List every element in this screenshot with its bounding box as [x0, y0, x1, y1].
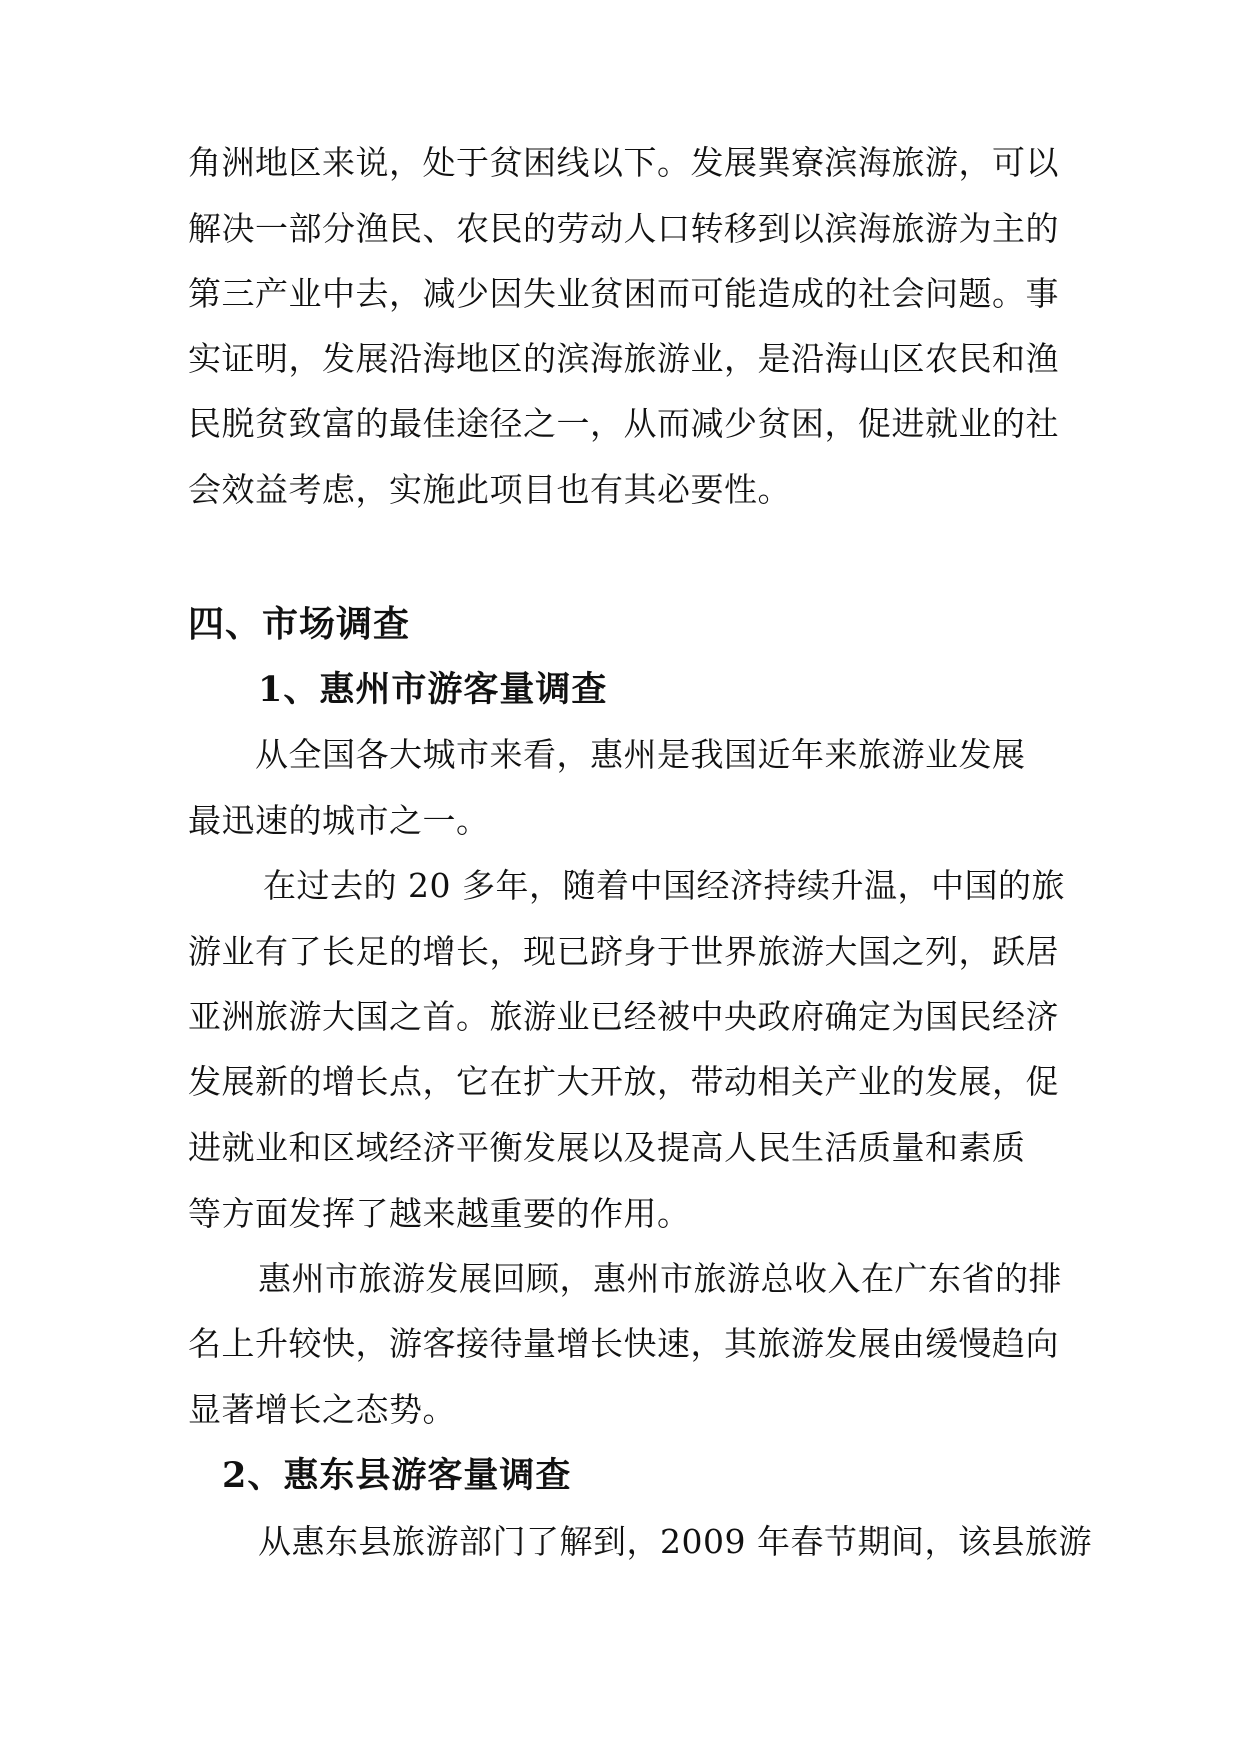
paragraph-line: 解决一部分渔民、农民的劳动人口转移到以滨海旅游为主的 — [188, 209, 1059, 248]
paragraph-line: 发展新的增长点，它在扩大开放，带动相关产业的发展，促 — [188, 1062, 1059, 1101]
paragraph-line: 民脱贫致富的最佳途径之一，从而减少贫困，促进就业的社 — [188, 404, 1059, 443]
paragraph-line: 游业有了长足的增长，现已跻身于世界旅游大国之列，跃居 — [188, 932, 1059, 971]
paragraph-line: 显著增长之态势。 — [188, 1390, 456, 1429]
paragraph-line: 实证明，发展沿海地区的滨海旅游业，是沿海山区农民和渔 — [188, 339, 1059, 378]
paragraph-line: 亚洲旅游大国之首。旅游业已经被中央政府确定为国民经济 — [188, 997, 1059, 1036]
paragraph-line: 最迅速的城市之一。 — [188, 801, 490, 840]
paragraph-line: 角洲地区来说，处于贫困线以下。发展巽寮滨海旅游，可以 — [188, 143, 1059, 182]
paragraph-line: 会效益考虑，实施此项目也有其必要性。 — [188, 470, 791, 509]
paragraph-line: 进就业和区域经济平衡发展以及提高人民生活质量和素质 — [188, 1128, 1026, 1167]
paragraph-line: 从全国各大城市来看，惠州是我国近年来旅游业发展 — [255, 735, 1026, 774]
paragraph-line: 惠州市旅游发展回顾，惠州市旅游总收入在广东省的排 — [258, 1259, 1062, 1298]
subsection-heading: 1、惠州市游客量调查 — [258, 669, 608, 710]
section-heading: 四、市场调查 — [188, 603, 411, 645]
paragraph-line: 从惠东县旅游部门了解到，2009 年春节期间，该县旅游 — [258, 1522, 1092, 1561]
paragraph-line: 第三产业中去，减少因失业贫困而可能造成的社会问题。事 — [188, 274, 1059, 313]
subsection-heading: 2、惠东县游客量调查 — [222, 1455, 572, 1496]
paragraph-line: 等方面发挥了越来越重要的作用。 — [188, 1194, 691, 1233]
paragraph-line: 在过去的 20 多年，随着中国经济持续升温，中国的旅 — [263, 866, 1065, 905]
paragraph-line: 名上升较快，游客接待量增长快速，其旅游发展由缓慢趋向 — [188, 1324, 1059, 1363]
